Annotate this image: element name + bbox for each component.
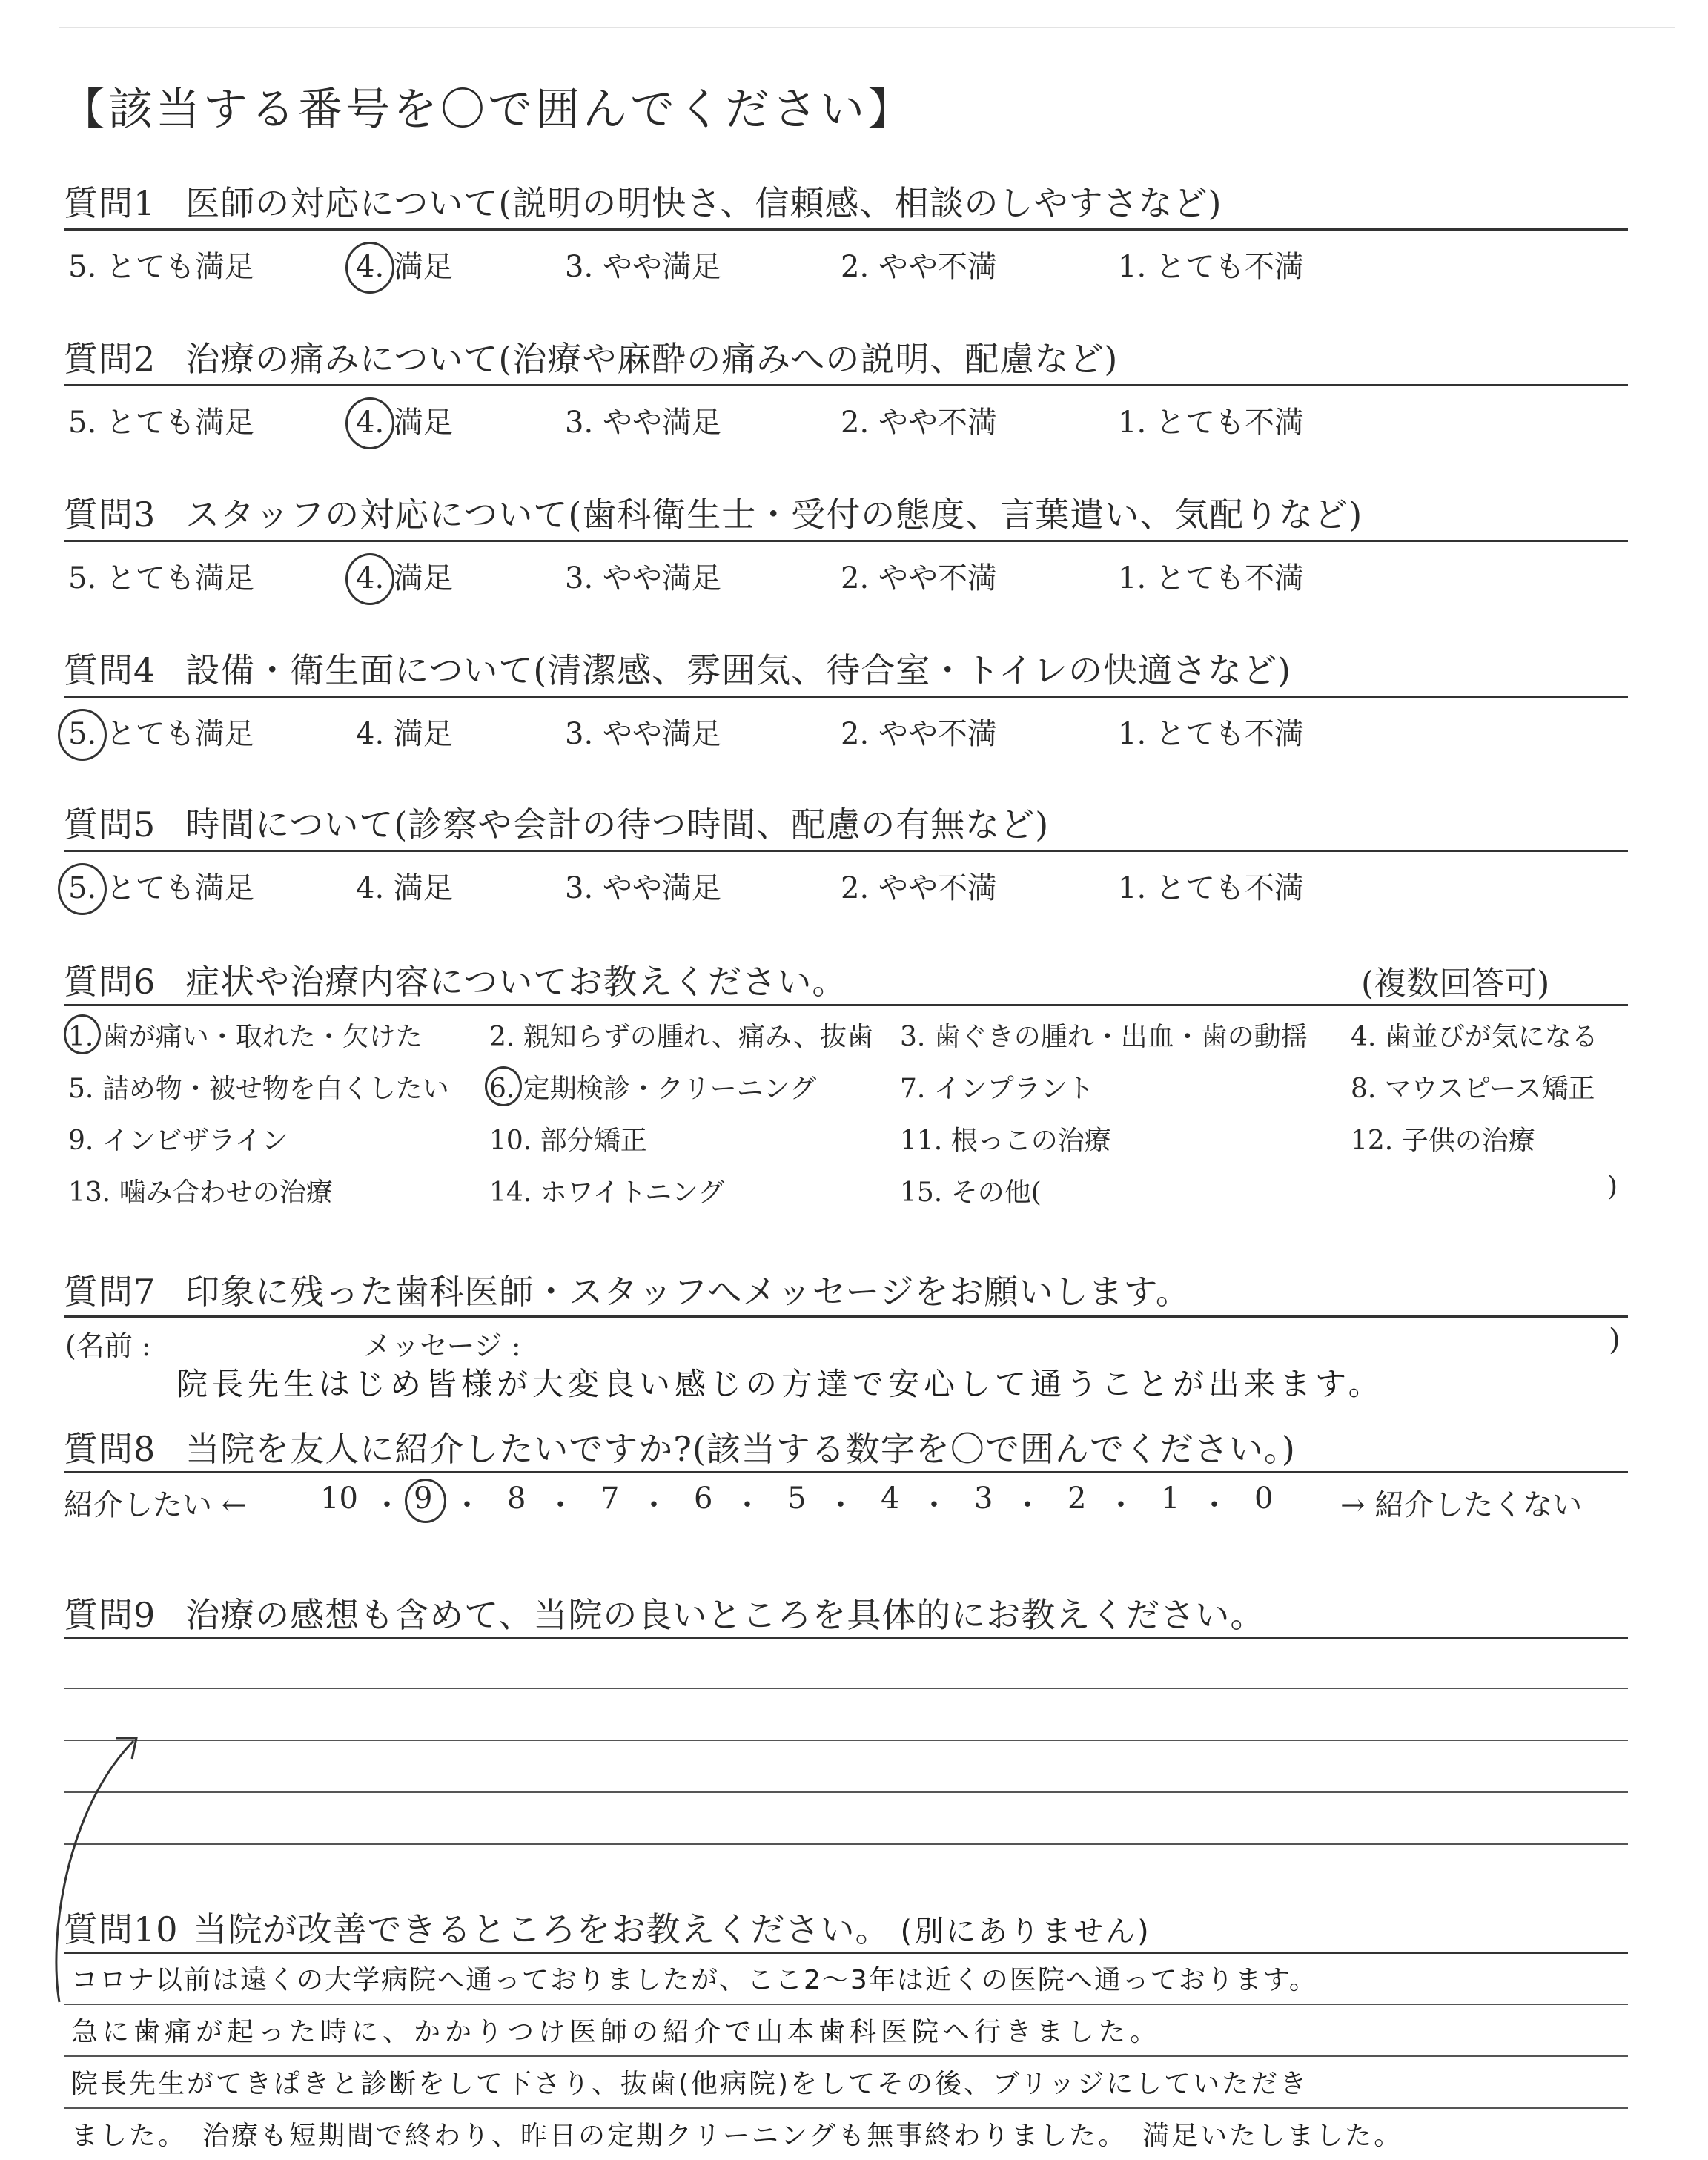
question-8-heading — [64, 1422, 1296, 1471]
question-heading — [64, 798, 1049, 847]
question-10-heading — [64, 1903, 1151, 1952]
rating-option-q5-1[interactable]: 1. とても不満 — [1118, 871, 1304, 905]
question-text: 症状や治療内容についてお教えください。 — [185, 962, 847, 1002]
question-rule — [64, 696, 1628, 698]
other-close-paren: ) — [1607, 1172, 1618, 1202]
message-close-paren: ) — [1609, 1323, 1621, 1357]
question-rule — [64, 1315, 1628, 1318]
symptom-option-10[interactable]: 10. 部分矯正 — [489, 1126, 647, 1156]
scale-separator: ・ — [1106, 1488, 1136, 1522]
question-number: 質問1 — [64, 183, 156, 223]
question-6-heading — [64, 955, 847, 1004]
symptom-option-13[interactable]: 13. 噛み合わせの治療 — [68, 1178, 333, 1208]
scale-separator: ・ — [546, 1488, 575, 1522]
question-text: 時間について(診察や会計の待つ時間、配慮の有無など) — [185, 805, 1050, 845]
selected-circle-mark — [485, 1066, 522, 1106]
recommend-score-1[interactable]: 1 — [1161, 1482, 1180, 1516]
rating-option-q2-2[interactable]: 2. やや不満 — [841, 406, 997, 440]
selected-circle-mark — [345, 553, 394, 605]
recommend-score-7[interactable]: 7 — [600, 1482, 620, 1516]
question-rule — [64, 384, 1628, 386]
question-rule — [64, 1952, 1628, 1954]
rating-option-q2-3[interactable]: 3. やや満足 — [565, 406, 721, 440]
rating-option-q5-4[interactable]: 4. 満足 — [356, 871, 453, 905]
rating-option-q3-3[interactable]: 3. やや満足 — [565, 561, 721, 595]
handwritten-message: 院長先生はじめ皆様が大変良い感じの方達で安心して通うことが出来ます。 — [176, 1366, 1384, 1402]
question-heading — [64, 488, 1363, 537]
handwritten-line-4: ました。 治療も短期間で終わり、昨日の定期クリーニングも無事終わりました。 満足いたしました。 — [71, 2121, 1403, 2151]
rating-option-q3-5[interactable]: 5. とても満足 — [68, 561, 254, 595]
symptom-option-5[interactable]: 5. 詰め物・被せ物を白くしたい — [68, 1074, 449, 1104]
symptom-option-14[interactable]: 14. ホワイトニング — [489, 1178, 725, 1208]
question-text: 印象に残った歯科医師・スタッフへメッセージをお願いします。 — [185, 1272, 1191, 1312]
recommend-score-4[interactable]: 4 — [881, 1482, 900, 1516]
answer-line — [64, 1843, 1628, 1845]
rating-option-q5-3[interactable]: 3. やや満足 — [565, 871, 721, 905]
question-9-heading — [64, 1588, 1265, 1637]
symptom-option-6[interactable]: 6. 定期検診・クリーニング — [489, 1074, 817, 1104]
scale-separator: ・ — [452, 1488, 482, 1522]
question-number: 質問9 — [64, 1595, 156, 1635]
answer-line — [64, 1688, 1628, 1689]
question-text: 設備・衛生面について(清潔感、雰囲気、待合室・トイレの快適さなど) — [185, 650, 1291, 690]
question-rule — [64, 850, 1628, 852]
symptom-option-2[interactable]: 2. 親知らずの腫れ、痛み、抜歯 — [489, 1022, 874, 1052]
rating-option-q4-3[interactable]: 3. やや満足 — [565, 717, 721, 751]
recommend-score-2[interactable]: 2 — [1068, 1482, 1087, 1516]
rating-option-q4-5[interactable]: 5. とても満足 — [68, 717, 254, 751]
rating-option-q4-1[interactable]: 1. とても不満 — [1118, 717, 1304, 751]
handwritten-inline-answer: (別にありません) — [900, 1915, 1151, 1949]
rating-option-q2-4[interactable]: 4. 満足 — [356, 406, 453, 440]
symptom-option-15[interactable]: 15. その他( — [900, 1178, 1042, 1208]
scale-separator: ・ — [1013, 1488, 1042, 1522]
handwritten-line-1: コロナ以前は遠くの大学病院へ通っておりましたが、ここ2～3年は近くの医院へ通っております。 — [71, 1965, 1317, 1995]
scale-separator: ・ — [732, 1488, 762, 1522]
selected-circle-mark — [58, 709, 107, 761]
answer-line — [64, 1740, 1628, 1741]
rating-option-q5-2[interactable]: 2. やや不満 — [841, 871, 997, 905]
question-number: 質問5 — [64, 805, 156, 845]
selected-circle-mark — [64, 1014, 101, 1054]
question-number: 質問8 — [64, 1429, 156, 1469]
rating-option-q1-5[interactable]: 5. とても満足 — [68, 250, 254, 284]
question-7-heading — [64, 1265, 1191, 1314]
top-border — [59, 27, 1675, 28]
recommend-score-9[interactable]: 9 — [414, 1482, 433, 1516]
rating-option-q5-5[interactable]: 5. とても満足 — [68, 871, 254, 905]
selected-circle-mark — [345, 397, 394, 449]
recommend-score-3[interactable]: 3 — [974, 1482, 993, 1516]
name-label: (名前 : — [65, 1330, 151, 1362]
symptom-option-1[interactable]: 1. 歯が痛い・取れた・欠けた — [68, 1022, 423, 1052]
question-rule — [64, 228, 1628, 231]
scale-separator: ・ — [919, 1488, 949, 1522]
question-number: 質問4 — [64, 650, 156, 690]
question-heading — [64, 332, 1118, 381]
question-heading — [64, 176, 1222, 225]
page-title: 【該当する番号を〇で囲んでください】 — [61, 84, 915, 136]
rating-option-q1-4[interactable]: 4. 満足 — [356, 250, 453, 284]
symptom-option-7[interactable]: 7. インプラント — [900, 1074, 1094, 1104]
answer-line — [64, 1791, 1628, 1793]
question-text: 当院を友人に紹介したいですか?(該当する数字を〇で囲んでください。) — [185, 1429, 1296, 1469]
symptom-option-3[interactable]: 3. 歯ぐきの腫れ・出血・歯の動揺 — [900, 1022, 1308, 1052]
scale-separator: ・ — [639, 1488, 669, 1522]
rating-option-q1-3[interactable]: 3. やや満足 — [565, 250, 721, 284]
question-rule — [64, 1637, 1628, 1639]
recommend-right-label: → 紹介したくない — [1340, 1488, 1583, 1522]
symptom-option-9[interactable]: 9. インビザライン — [68, 1126, 288, 1156]
question-number: 質問10 — [64, 1909, 179, 1949]
selected-circle-mark — [345, 242, 394, 294]
rating-option-q2-5[interactable]: 5. とても満足 — [68, 406, 254, 440]
recommend-score-6[interactable]: 6 — [694, 1482, 713, 1516]
question-text: 当院が改善できるところをお教えください。 — [193, 1909, 890, 1949]
rating-option-q2-1[interactable]: 1. とても不満 — [1118, 406, 1304, 440]
question-number: 質問7 — [64, 1272, 156, 1312]
question-text: 治療の痛みについて(治療や麻酔の痛みへの説明、配慮など) — [185, 339, 1119, 379]
rating-option-q3-4[interactable]: 4. 満足 — [356, 561, 453, 595]
symptom-option-12[interactable]: 12. 子供の治療 — [1351, 1126, 1535, 1156]
question-rule — [64, 1471, 1628, 1473]
handwritten-line-2: 急に歯痛が起った時に、かかりつけ医師の紹介で山本歯科医院へ行きました。 — [71, 2017, 1162, 2047]
rating-option-q1-2[interactable]: 2. やや不満 — [841, 250, 997, 284]
question-number: 質問6 — [64, 962, 156, 1002]
recommend-score-0[interactable]: 0 — [1254, 1482, 1274, 1516]
rating-option-q3-2[interactable]: 2. やや不満 — [841, 561, 997, 595]
question-text: スタッフの対応について(歯科衛生士・受付の態度、言葉遣い、気配りなど) — [185, 495, 1363, 535]
symptom-option-8[interactable]: 8. マウスピース矯正 — [1351, 1074, 1595, 1104]
selected-circle-mark — [405, 1479, 446, 1523]
scale-separator: ・ — [826, 1488, 855, 1522]
question-text: 医師の対応について(説明の明快さ、信頼感、相談のしやすさなど) — [185, 183, 1222, 223]
question-number: 質問2 — [64, 339, 156, 379]
message-label: メッセージ : — [363, 1330, 521, 1362]
multiple-answer-note: (複数回答可) — [1361, 965, 1550, 1003]
answer-line — [64, 2004, 1628, 2005]
scale-separator: ・ — [372, 1488, 402, 1522]
question-number: 質問3 — [64, 495, 156, 535]
answer-line — [64, 2107, 1628, 2109]
rating-option-q3-1[interactable]: 1. とても不満 — [1118, 561, 1304, 595]
recommend-score-10[interactable]: 10 — [320, 1482, 358, 1516]
rating-option-q4-4[interactable]: 4. 満足 — [356, 717, 453, 751]
symptom-option-11[interactable]: 11. 根っこの治療 — [900, 1126, 1111, 1156]
rating-option-q1-1[interactable]: 1. とても不満 — [1118, 250, 1304, 284]
handwritten-line-3: 院長先生がてきぱきと診断をして下さり、抜歯(他病院)をしてその後、ブリッジにしていただき — [71, 2069, 1309, 2099]
recommend-score-8[interactable]: 8 — [507, 1482, 526, 1516]
question-heading — [64, 644, 1291, 693]
question-text: 治療の感想も含めて、当院の良いところを具体的にお教えください。 — [185, 1595, 1265, 1635]
question-rule — [64, 540, 1628, 542]
symptom-option-4[interactable]: 4. 歯並びが気になる — [1351, 1022, 1598, 1052]
rating-option-q4-2[interactable]: 2. やや不満 — [841, 717, 997, 751]
answer-line — [64, 2055, 1628, 2057]
recommend-left-label: 紹介したい ← — [64, 1488, 247, 1522]
scale-separator: ・ — [1199, 1488, 1229, 1522]
selected-circle-mark — [58, 863, 107, 915]
question-rule — [64, 1004, 1628, 1006]
recommend-score-5[interactable]: 5 — [787, 1482, 807, 1516]
